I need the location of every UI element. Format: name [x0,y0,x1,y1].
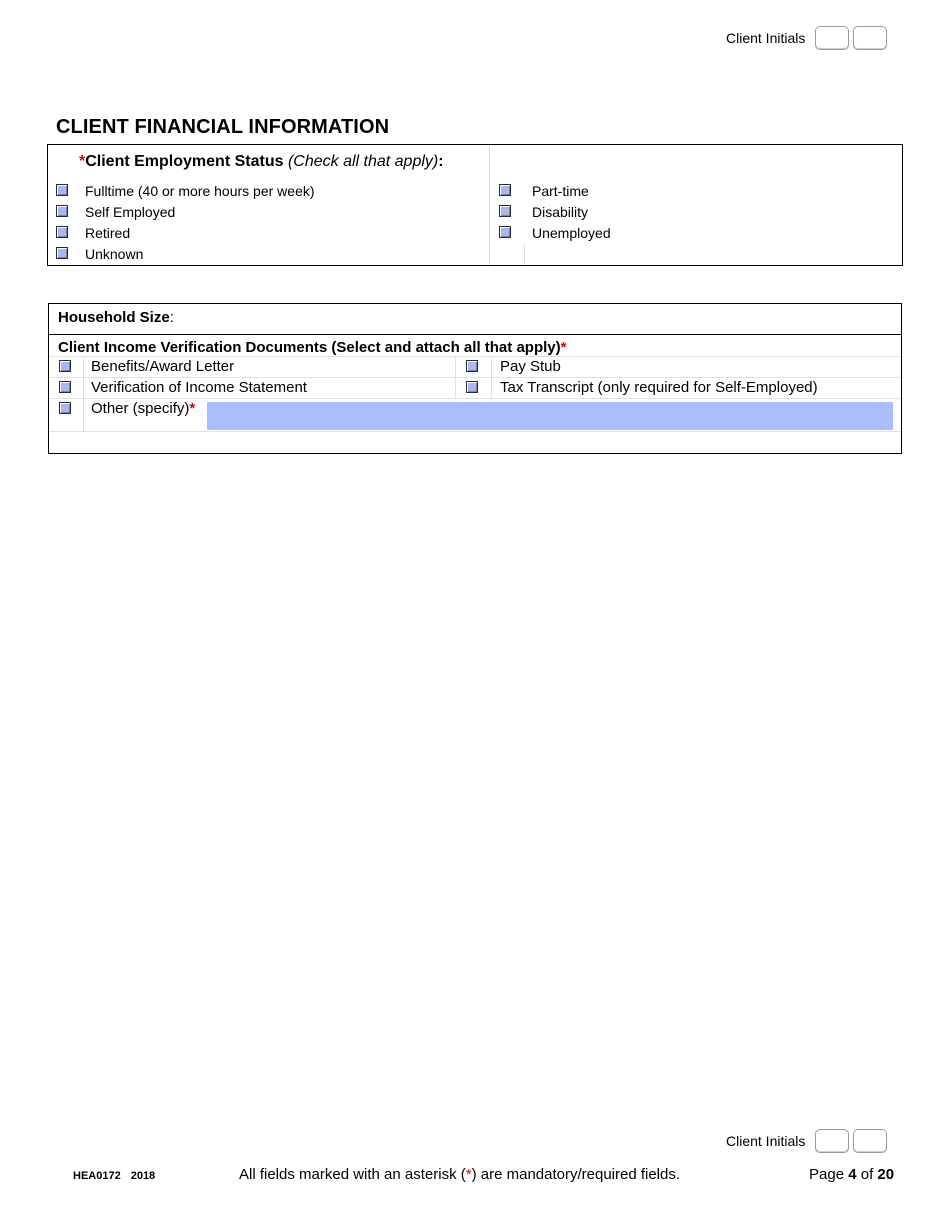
household-table [48,303,902,454]
client-initials-bottom [726,1129,887,1153]
required-fields-note: All fields marked with an asterisk (*) are mandatory/required fields. [239,1166,681,1183]
fulltime-label: Fulltime (40 or more hours per week) [85,183,315,199]
other-label: Other (specify)* [91,400,196,417]
other-specify-input[interactable] [207,402,893,430]
client-initials-field-2[interactable] [853,1129,887,1153]
income-statement-label: Verification of Income Statement [91,379,307,396]
income-statement-checkbox[interactable] [59,381,71,393]
grid-line [49,398,901,399]
unknown-label: Unknown [85,246,144,262]
grid-line [49,431,901,432]
grid-line [83,356,84,431]
tax-transcript-checkbox[interactable] [466,381,478,393]
page-number: Page 4 of 20 [809,1166,895,1183]
retired-checkbox[interactable] [56,226,68,238]
benefits-label: Benefits/Award Letter [91,358,235,375]
client-initials-label: Client Initials [726,30,806,46]
client-initials-label: Client Initials [726,1133,806,1149]
client-initials-field-1[interactable] [815,26,849,50]
benefits-checkbox[interactable] [59,360,71,372]
other-checkbox[interactable] [59,402,71,414]
disability-checkbox[interactable] [499,205,511,217]
section-title: CLIENT FINANCIAL INFORMATION [56,116,390,138]
household-size-label: Household Size: [58,309,174,326]
household-size-row [49,304,901,335]
grid-line [455,356,456,398]
employment-status-box [47,144,903,266]
client-initials-top [726,26,887,50]
client-initials-field-2[interactable] [853,26,887,50]
self-employed-checkbox[interactable] [56,205,68,217]
pay-stub-checkbox[interactable] [466,360,478,372]
unknown-checkbox[interactable] [56,247,68,259]
employment-status-heading: *Client Employment Status (Check all that apply): [79,153,444,170]
tax-transcript-label: Tax Transcript (only required for Self-Employed) [500,379,818,396]
column-divider-lower [524,243,525,265]
verification-docs-heading: Client Income Verification Documents (Select and attach all that apply)* [58,339,567,356]
fulltime-checkbox[interactable] [56,184,68,196]
form-code: HEA0172 2018 [73,1170,156,1182]
disability-label: Disability [532,204,589,220]
column-divider [489,145,490,265]
grid-line [49,377,901,378]
self-employed-label: Self Employed [85,204,176,220]
unemployed-label: Unemployed [532,225,611,241]
grid-line [491,356,492,398]
part-time-checkbox[interactable] [499,184,511,196]
pay-stub-label: Pay Stub [500,358,561,375]
grid-line [49,356,901,357]
retired-label: Retired [85,225,131,241]
part-time-label: Part-time [532,183,589,199]
client-initials-field-1[interactable] [815,1129,849,1153]
unemployed-checkbox[interactable] [499,226,511,238]
